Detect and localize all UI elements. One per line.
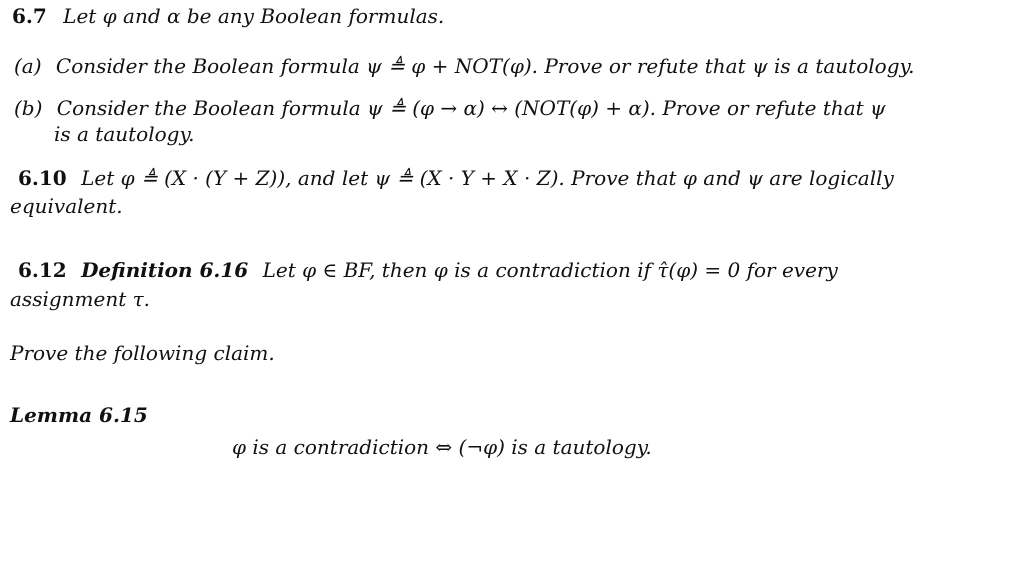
part-b-line-1 [14, 96, 886, 120]
part-a [14, 54, 915, 78]
problem-6-12-line-2 [10, 287, 150, 311]
problem-6-10-line-2 [10, 194, 123, 218]
problem-text: equivalent. [10, 194, 123, 218]
part-label: (b) [14, 96, 43, 120]
part-b-line-2 [54, 122, 194, 146]
definition-text: Let φ ∈ BF, then φ is a contradiction if τ̂(φ) = 0 for every [262, 258, 838, 282]
definition-label: Definition 6.16 [81, 258, 249, 282]
problem-text: Let φ and α be any Boolean formulas. [63, 4, 445, 28]
problem-6-10-line-1 [18, 166, 894, 190]
part-label: (a) [14, 54, 42, 78]
part-text: Consider the Boolean formula ψ ≜ φ + NOT(φ). Prove or refute that ψ is a tautology. [55, 54, 915, 78]
definition-text: assignment τ. [10, 287, 151, 311]
part-text: is a tautology. [54, 122, 195, 146]
problem-6-7-heading [12, 4, 444, 28]
lemma-statement: φ is a contradiction ⇔ (¬φ) is a tautology. [232, 435, 652, 459]
prove-claim-text: Prove the following claim. [10, 341, 275, 365]
part-text: Consider the Boolean formula ψ ≜ (φ → α) ↔ (NOT(φ) + α). Prove or refute that ψ [56, 96, 886, 120]
problem-number: 6.12 [18, 258, 67, 282]
lemma-title: Lemma 6.15 [10, 403, 148, 427]
problem-6-12-line-1 [18, 258, 838, 282]
problem-text: Let φ ≜ (X · (Y + Z)), and let ψ ≜ (X · Y + X · Z). Prove that φ and ψ are logically [81, 166, 894, 190]
problem-number: 6.10 [18, 166, 67, 190]
problem-number: 6.7 [12, 4, 47, 28]
